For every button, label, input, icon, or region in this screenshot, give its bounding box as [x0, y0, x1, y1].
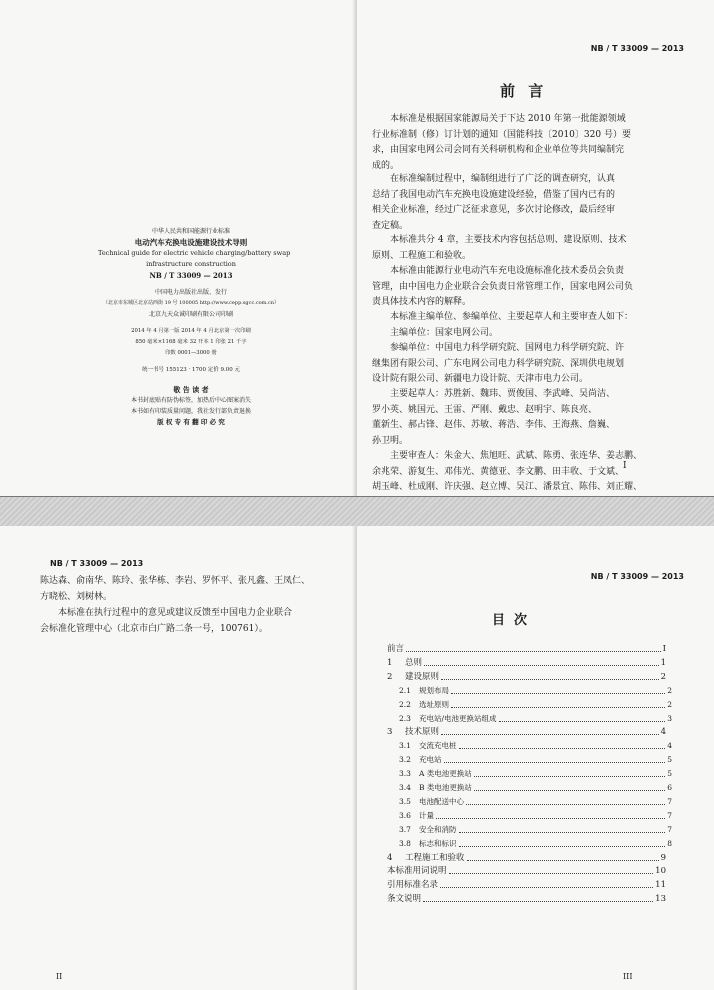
para-line: 主要起草人：苏胜新、魏玮、贾俊国、李武峰、吴尚洁、 — [390, 389, 616, 399]
notice-line-2: 本书如有印装质量问题，我社发行部负责退换 — [130, 408, 251, 415]
toc-entry — [399, 753, 672, 767]
toc-entry-label — [399, 753, 442, 767]
standard-title-cn: 电动汽车充换电设施建设技术导则 — [134, 238, 248, 247]
toc-entry-label — [387, 670, 439, 684]
toc-entry-label — [399, 837, 457, 851]
toc-entry-number: 3.2 — [399, 755, 411, 765]
para-line: 本标准共分 4 章，主要技术内容包括总则、建设原则、技术 — [390, 235, 627, 245]
toc-leader-dots — [423, 901, 653, 902]
foreword-para-1 — [372, 112, 631, 174]
toc-entry-title: 选址原则 — [419, 699, 449, 709]
para-line: 陈达森、俞南华、陈玲、张华栋、李岩、罗怀平、张凡鑫、王凤仁、 — [40, 576, 311, 586]
toc-entry-title: 本标准用词说明 — [387, 866, 447, 877]
para-line: 设计院有限公司、新疆电力设计院、天津市电力公司。 — [372, 374, 589, 384]
toc-entry — [399, 781, 672, 795]
printer: 北京九天众诚印刷有限公司印刷 — [148, 311, 233, 318]
toc-leader-dots — [474, 790, 665, 791]
para-line: 责具体技术内容的解释。 — [372, 297, 472, 307]
toc-title: 目 次 — [492, 613, 528, 628]
page-header: NB / T 33009 — 2013 — [590, 44, 684, 53]
para-line: 查定稿。 — [372, 220, 409, 231]
toc-entry-page: 4 — [660, 727, 666, 738]
para-line: 本标准由能源行业电动汽车充电设施标准化技术委员会负责 — [390, 266, 625, 276]
toc-entry-number: 3 — [387, 727, 393, 738]
toc-entry — [399, 712, 672, 726]
para-line: 求，由国家电网公司会同有关科研机构和企业单位等共同编制完 — [372, 145, 625, 155]
toc-leader-dots — [440, 887, 653, 888]
foreword-para-5 — [372, 310, 633, 341]
toc-entry-label — [399, 739, 457, 753]
toc-entry — [387, 892, 666, 906]
notice-line-1: 本书封底贴有防伪标签，加热后中心图案消失 — [130, 397, 251, 404]
edition-info: 2014 年 4 月第一版 2014 年 4 月北京第一次印刷 — [131, 328, 251, 334]
publisher: 中国电力出版社出版、发行 — [154, 289, 227, 296]
toc-entry-page: 1 — [660, 657, 666, 668]
para-line: 余兆荣、游复生、邓伟光、黄德亚、李文鹏、田丰收、于文斌、 — [372, 466, 625, 477]
toc-entry-title: 交流充电桩 — [419, 741, 457, 751]
toc-entry — [399, 823, 672, 837]
toc-entry-number: 3.5 — [399, 796, 411, 806]
toc-entry-page: 11 — [655, 880, 666, 891]
toc-entry-label — [387, 878, 438, 892]
table-of-contents — [387, 642, 672, 905]
top-right-page — [357, 0, 714, 496]
toc-leader-dots — [451, 693, 665, 694]
toc-entry-page: 13 — [655, 894, 666, 905]
toc-entry-number: 3.3 — [399, 769, 411, 779]
para-line: 主编单位：国家电网公司。 — [390, 327, 499, 338]
page-separator — [0, 496, 714, 527]
toc-entry-title: 工程施工和验收 — [405, 852, 465, 863]
para-line: 会标准化管理中心（北京市白广路二条一号，100761）。 — [40, 623, 268, 634]
toc-entry-label — [387, 864, 447, 878]
page-header: NB / T 33009 — 2013 — [590, 572, 684, 581]
standard-category: 中华人民共和国能源行业标准 — [151, 228, 230, 235]
para-line: 参编单位：中国电力科学研究院、国网电力科学研究院、许 — [390, 343, 625, 353]
foreword-para-6 — [372, 341, 624, 388]
toc-entry-label — [399, 712, 497, 726]
toc-entry-title: 计量 — [419, 810, 434, 820]
toc-entry-title: A 类电池更换站 — [419, 769, 472, 779]
toc-entry-number: 1 — [387, 657, 393, 668]
toc-leader-dots — [466, 804, 665, 805]
toc-entry-label — [399, 809, 434, 823]
toc-entry-title: 建设原则 — [405, 671, 440, 682]
toc-entry-page: 7 — [667, 824, 672, 834]
toc-leader-dots — [444, 762, 666, 763]
toc-entry-title: B 类电池更换站 — [419, 783, 472, 792]
toc-entry — [399, 837, 672, 851]
toc-entry-title: 标志和标识 — [419, 838, 457, 848]
toc-entry-label — [387, 642, 404, 656]
para-line: 相关企业标准，经过广泛征求意见，多次讨论修改，最后经审 — [372, 205, 616, 215]
para-line: 管理，由中国电力企业联合会负责日常管理工作，国家电网公司负 — [372, 281, 634, 292]
toc-entry-label — [387, 725, 439, 739]
toc-entry — [387, 864, 666, 878]
toc-entry-title: 充电站 — [419, 755, 442, 765]
toc-entry-title: 技术原则 — [405, 727, 440, 738]
page-title: 前 言 — [500, 82, 548, 100]
contact-paragraph — [40, 606, 292, 637]
toc-entry-title: 引用标准名录 — [387, 880, 439, 891]
toc-leader-dots — [424, 665, 659, 666]
toc-entry-page: Ⅰ — [662, 644, 666, 654]
toc-entry — [387, 878, 666, 892]
toc-entry-title: 安全和消防 — [419, 824, 457, 834]
publisher-address: （北京市东城区北京站西街 19 号 100005 http://www.cepp.sgcc.com.cn） — [102, 300, 279, 306]
toc-entry — [399, 795, 672, 809]
toc-entry-label — [387, 656, 422, 670]
foreword-para-7 — [372, 387, 615, 449]
continued-reviewers — [40, 574, 310, 605]
standard-title-en-1: Technical guide for electric vehicle charging/battery swap — [98, 249, 291, 257]
toc-entry-label — [399, 698, 449, 712]
toc-entry-label — [387, 892, 421, 906]
toc-leader-dots — [467, 860, 659, 861]
toc-leader-dots — [441, 734, 659, 735]
toc-entry-label — [399, 767, 472, 781]
toc-entry-page: 5 — [667, 755, 672, 765]
toc-entry-page: 2 — [660, 671, 666, 682]
toc-entry-number: 2 — [387, 671, 393, 682]
toc-entry-label — [399, 795, 464, 809]
toc-leader-dots — [441, 679, 659, 680]
toc-entry — [399, 809, 672, 823]
toc-entry-number: 3.1 — [399, 741, 411, 751]
page-number: I — [623, 461, 627, 471]
para-line: 在标准编制过程中，编制组进行了广泛的调查研究，认真 — [390, 174, 616, 184]
toc-leader-dots — [459, 846, 666, 847]
foreword-para-8 — [372, 449, 642, 496]
toc-leader-dots — [499, 721, 666, 722]
toc-entry-number: 4 — [387, 852, 393, 863]
toc-entry-page: 7 — [667, 796, 672, 806]
toc-entry-label — [399, 684, 449, 698]
para-line: 本标准是根据国家能源局关于下达 2010 年第一批能源领域 — [390, 114, 626, 124]
toc-leader-dots — [459, 748, 666, 749]
toc-entry-page: 2 — [667, 699, 672, 709]
para-line: 继集团有限公司、广东电网公司电力科学研究院、深圳供电规划 — [372, 358, 625, 369]
para-line: 原则、工程施工和验收。 — [372, 250, 472, 261]
foreword-para-4 — [372, 264, 633, 311]
notice-title: 敬 告 读 者 — [173, 385, 209, 394]
toc-entry-label — [399, 781, 472, 795]
toc-entry-page: 6 — [667, 783, 672, 792]
toc-entry-number: 3.6 — [399, 810, 411, 820]
toc-entry — [399, 739, 672, 753]
para-line: 行业标准制（修）订计划的通知（国能科技〔2010〕320 号）要 — [372, 129, 631, 140]
toc-entry-number: 2.1 — [399, 685, 411, 695]
bottom-left-page — [0, 526, 357, 990]
para-line: 罗小英、姚国元、王雷、严刚、戴忠、赵明宇、陈良亮、 — [372, 404, 598, 415]
page-number: III — [623, 972, 633, 981]
toc-entry-title: 规划布局 — [419, 685, 449, 695]
format-info: 850 毫米×1168 毫米 32 开本 1 印张 21 千字 — [135, 339, 247, 345]
toc-entry-number: 3.8 — [399, 838, 411, 848]
toc-leader-dots — [451, 707, 665, 708]
standard-number: NB / T 33009 — 2013 — [149, 271, 233, 280]
toc-entry-page: 9 — [660, 852, 666, 863]
bottom-right-page — [357, 526, 714, 990]
page-number: II — [56, 972, 63, 981]
para-line: 方晓松、刘树林。 — [40, 591, 113, 602]
para-line: 胡玉峰、杜成刚、许庆强、赵立博、吴江、潘景宜、陈伟、刘正耀、 — [372, 482, 643, 492]
toc-entry-title: 总则 — [405, 657, 423, 668]
standard-title-en-2: infrastructure construction — [146, 260, 236, 268]
toc-entry-title: 条文说明 — [387, 894, 422, 905]
para-line: 董新生、郝占锋、赵伟、苏敏、蒋浩、李伟、王海燕、詹巍、 — [372, 420, 616, 430]
top-left-page — [0, 0, 357, 496]
para-line: 本标准在执行过程中的意见或建议反馈至中国电力企业联合 — [58, 608, 293, 618]
toc-entry — [387, 851, 666, 865]
toc-entry-title: 电池配送中心 — [419, 796, 464, 806]
toc-entry — [387, 670, 666, 684]
toc-entry — [387, 642, 666, 656]
toc-entry-number: 2.2 — [399, 699, 411, 709]
toc-leader-dots — [459, 832, 666, 833]
toc-entry — [387, 725, 666, 739]
toc-entry — [387, 656, 666, 670]
toc-entry-page: 2 — [667, 685, 672, 695]
para-line: 孙卫明。 — [372, 435, 409, 446]
toc-entry-page: 10 — [655, 866, 666, 877]
foreword-para-3 — [372, 233, 626, 264]
para-line: 成的。 — [372, 160, 400, 171]
print-run: 印数 0001—3000 册 — [165, 350, 217, 356]
isbn-price: 统一书号 155123 · 1700 定价 9.00 元 — [142, 367, 240, 373]
toc-entry-number: 2.3 — [399, 713, 411, 723]
toc-entry-title: 充电站/电池更换站组成 — [419, 713, 497, 723]
toc-leader-dots — [436, 818, 665, 819]
toc-entry — [399, 698, 672, 712]
imprint-block — [98, 226, 291, 428]
para-line: 总结了我国电动汽车充换电设施建设经验，借鉴了国内已有的 — [372, 189, 616, 200]
toc-entry-title: 前言 — [387, 644, 405, 654]
copyright-notice: 版 权 专 有 翻 印 必 究 — [157, 418, 225, 426]
para-line: 主要审查人：朱金大、焦旭旺、武斌、陈勇、张连华、姜志鹏、 — [390, 451, 643, 461]
page-header: NB / T 33009 — 2013 — [50, 559, 144, 568]
foreword-para-2 — [372, 172, 615, 234]
toc-entry-label — [387, 851, 465, 865]
toc-entry-label — [399, 823, 457, 837]
toc-entry-number: 3.4 — [399, 783, 411, 792]
toc-entry-page: 8 — [667, 838, 672, 848]
toc-entry-page: 3 — [667, 713, 672, 723]
toc-leader-dots — [474, 776, 665, 777]
toc-entry-page: 7 — [667, 810, 672, 820]
toc-entry-page: 4 — [667, 741, 672, 751]
toc-leader-dots — [406, 651, 661, 652]
toc-entry — [399, 767, 672, 781]
para-line: 本标准主编单位、参编单位、主要起草人和主要审查人如下： — [390, 312, 634, 322]
toc-leader-dots — [449, 873, 654, 874]
toc-entry-number: 3.7 — [399, 824, 411, 834]
toc-entry — [399, 684, 672, 698]
toc-entry-page: 5 — [667, 769, 672, 779]
